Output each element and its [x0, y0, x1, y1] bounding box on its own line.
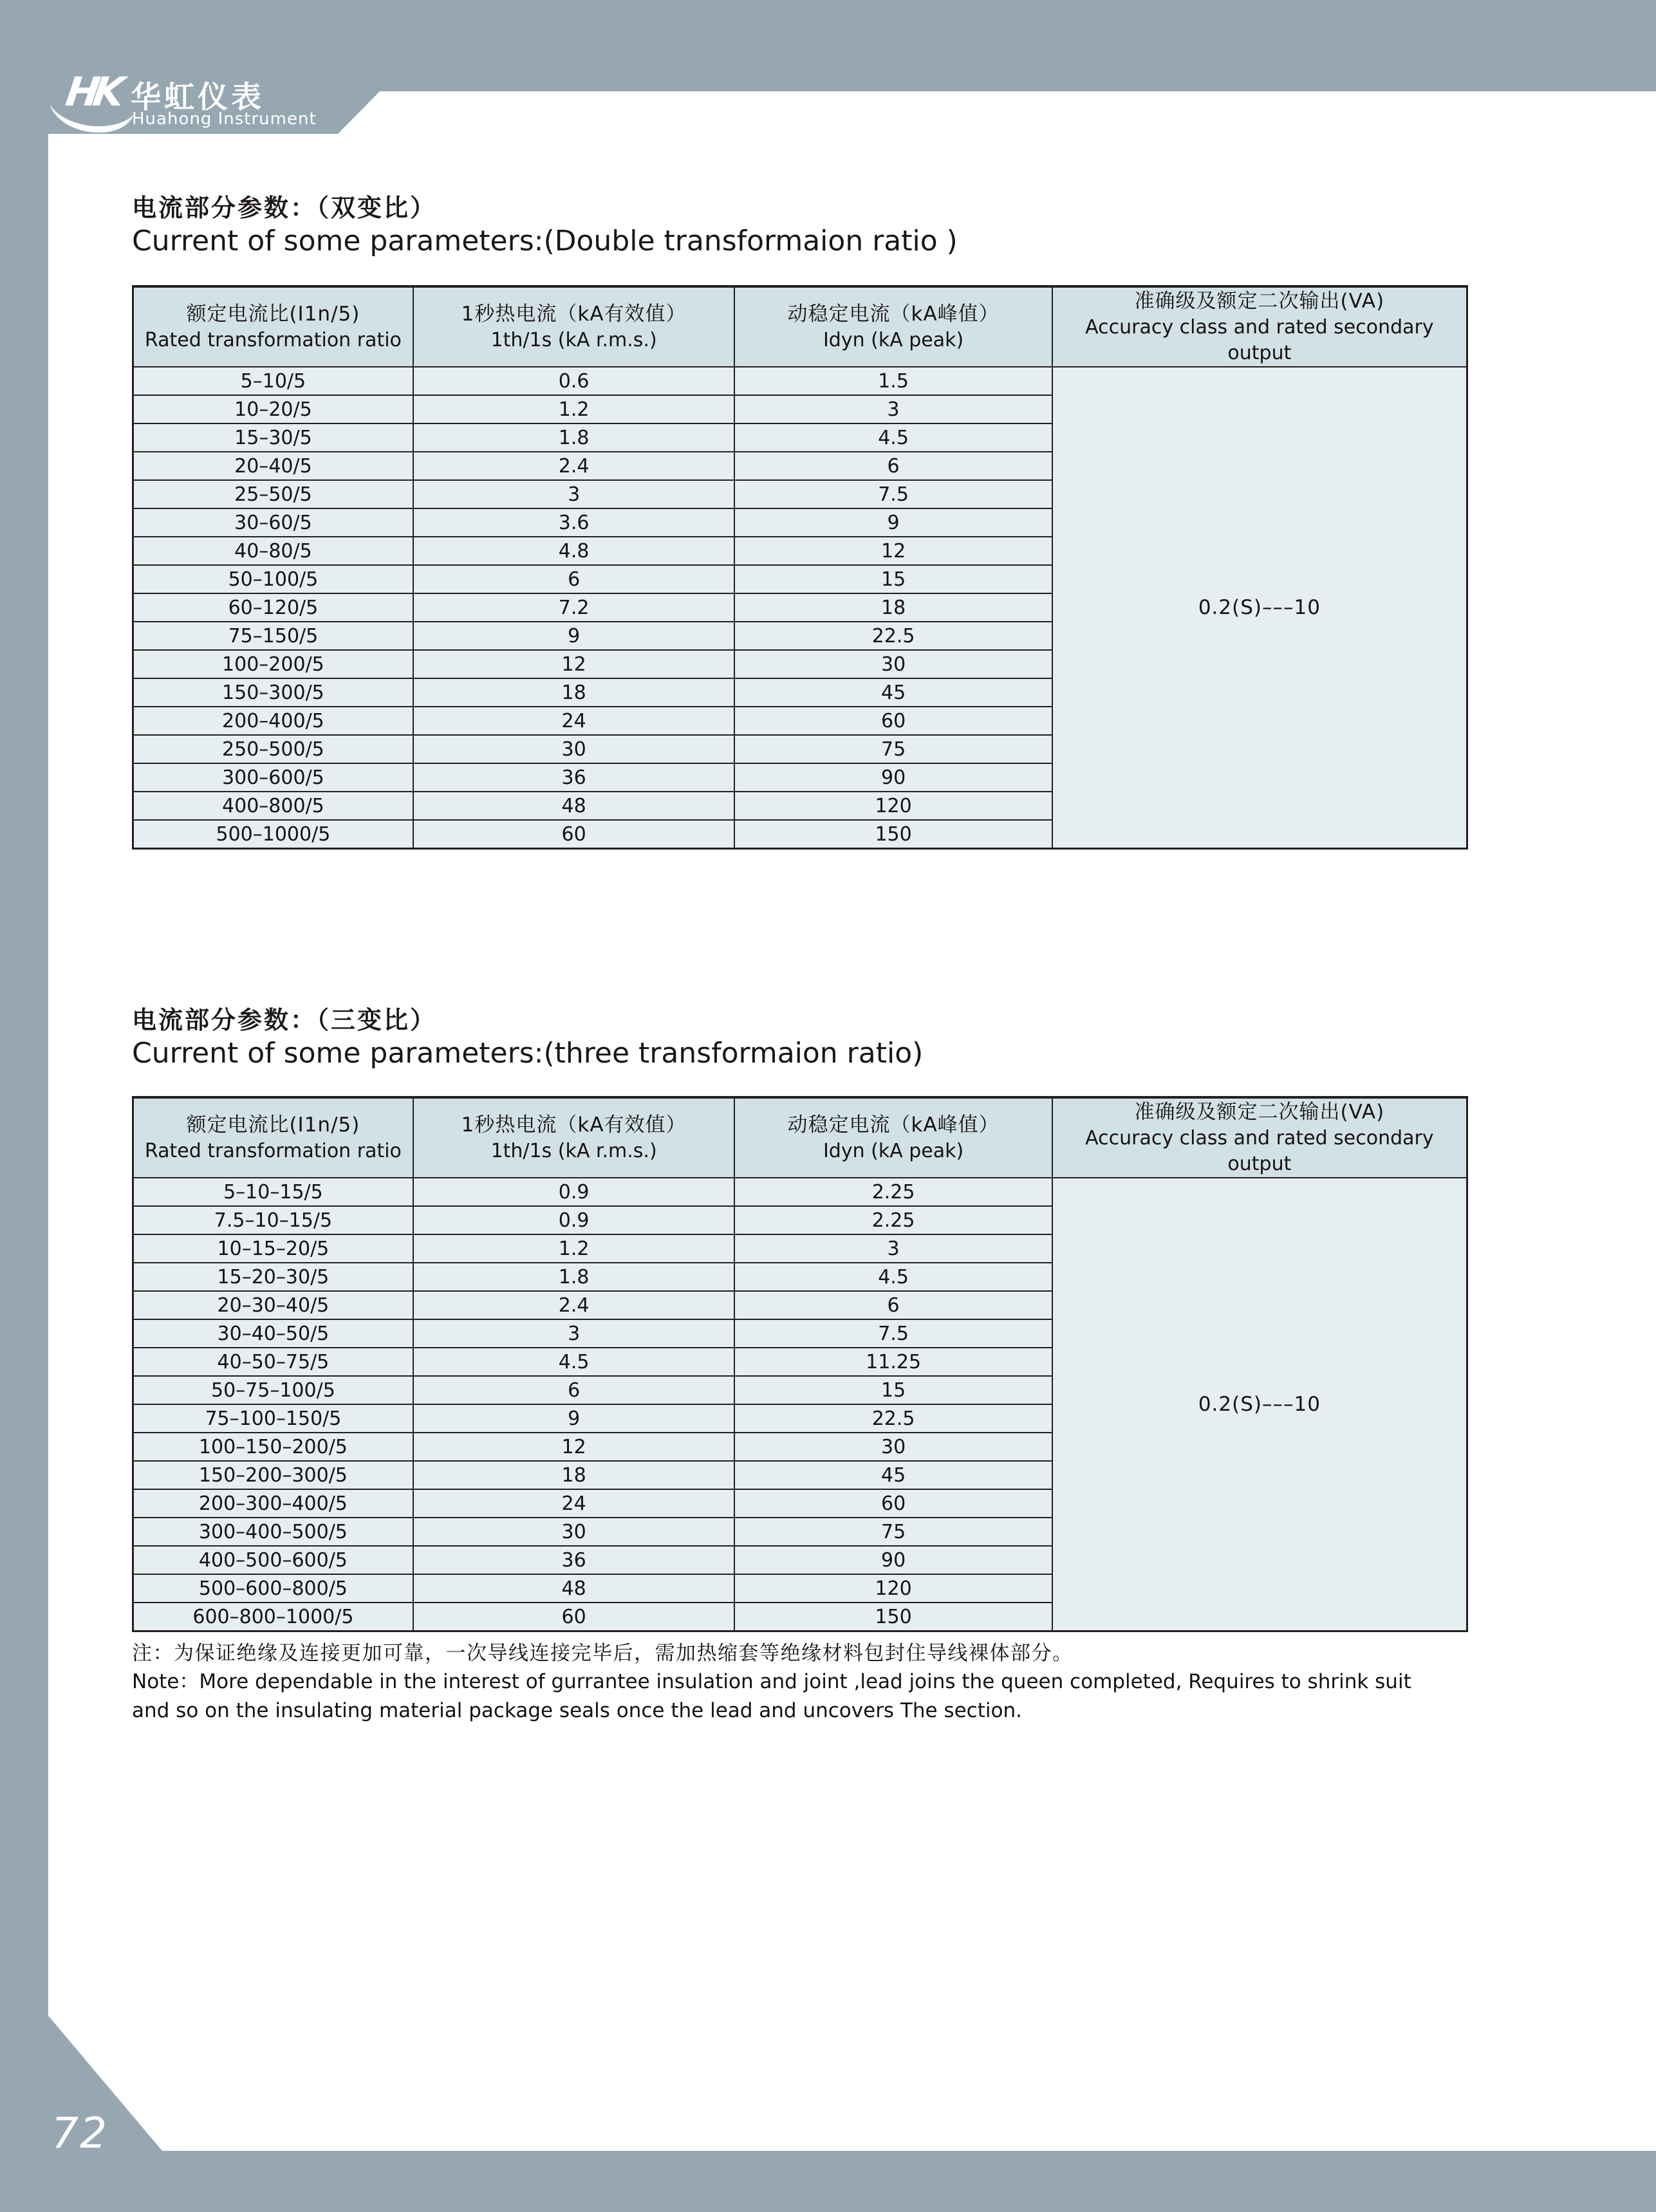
header-zh: 额定电流比(I1n/5): [186, 1113, 360, 1137]
table-cell: 3: [413, 480, 735, 508]
table-cell: 15: [734, 1376, 1052, 1404]
footnote-en-line2: and so on the insulating material package seals once the lead and uncovers The section.: [132, 1699, 1022, 1722]
table-cell: 7.5–10–15/5: [133, 1206, 413, 1234]
table-cell: 2.25: [734, 1206, 1052, 1234]
page-number: 72: [51, 2108, 108, 2158]
logo-mark: HK: [62, 68, 122, 115]
table-cell: 120: [734, 792, 1052, 820]
header-rated-ratio: [133, 1097, 413, 1178]
table-cell: 6: [734, 452, 1052, 480]
table-cell: 90: [734, 1546, 1052, 1574]
header-en: Rated transformation ratio: [144, 329, 402, 351]
table-cell: 7.5: [734, 480, 1052, 508]
table-cell: 75: [734, 1518, 1052, 1546]
table-cell: 30–60/5: [133, 508, 413, 537]
header-en: 1th/1s (kA r.m.s.): [490, 1140, 657, 1162]
table-cell: 75: [734, 735, 1052, 763]
table-cell: 15: [734, 565, 1052, 593]
section1-title-en: Current of some parameters:(Double transformaion ratio ): [132, 225, 958, 257]
table-cell: 60: [734, 707, 1052, 735]
table-cell: 22.5: [734, 622, 1052, 650]
table-cell: 90: [734, 763, 1052, 792]
table-cell: 18: [413, 1461, 735, 1489]
table-cell: 22.5: [734, 1404, 1052, 1433]
table-cell: 20–40/5: [133, 452, 413, 480]
table-cell: 30: [734, 1433, 1052, 1461]
table-cell: 120: [734, 1574, 1052, 1603]
table-cell: 75–100–150/5: [133, 1404, 413, 1433]
header-zh: 动稳定电流（kA峰值）: [787, 302, 1000, 326]
table-cell: 250–500/5: [133, 735, 413, 763]
accuracy-merged-cell: 0.2(S)–––10: [1052, 367, 1467, 849]
table-row: [133, 1178, 1467, 1206]
table-cell: 20–30–40/5: [133, 1291, 413, 1319]
footnote-en-line1: Note：More dependable in the interest of gurrantee insulation and joint ,lead joins the queen completed, Requires to shrink suit: [132, 1670, 1411, 1693]
table-cell: 300–600/5: [133, 763, 413, 792]
table-cell: 60: [413, 820, 735, 849]
table-cell: 60: [734, 1489, 1052, 1518]
table-cell: 45: [734, 1461, 1052, 1489]
table-cell: 150–300/5: [133, 678, 413, 707]
table-cell: 300–400–500/5: [133, 1518, 413, 1546]
table-cell: 12: [734, 537, 1052, 565]
header-accuracy-class: [1052, 286, 1467, 367]
table-cell: 6: [413, 565, 735, 593]
table-cell: 40–80/5: [133, 537, 413, 565]
table-cell: 5–10/5: [133, 367, 413, 395]
table-cell: 60–120/5: [133, 593, 413, 622]
logo-name-en: Huahong Instrument: [132, 109, 317, 129]
table-cell: 500–1000/5: [133, 820, 413, 849]
table-cell: 75–150/5: [133, 622, 413, 650]
table-cell: 100–200/5: [133, 650, 413, 678]
table-cell: 30: [413, 1518, 735, 1546]
header-en: Accuracy class and rated secondary output: [1085, 316, 1434, 364]
logo-name-zh: 华虹仪表: [131, 80, 265, 115]
table-cell: 1.8: [413, 1263, 735, 1291]
table-cell: 150: [734, 820, 1052, 849]
table-cell: 9: [413, 622, 735, 650]
section2-title: [132, 1005, 923, 1070]
table-cell: 36: [413, 763, 735, 792]
table-cell: 100–150–200/5: [133, 1433, 413, 1461]
table-cell: 1.8: [413, 423, 735, 452]
table-cell: 18: [734, 593, 1052, 622]
table-cell: 2.4: [413, 452, 735, 480]
table-cell: 15–30/5: [133, 423, 413, 452]
table-cell: 1.2: [413, 395, 735, 423]
header-dynamic-current: [734, 286, 1052, 367]
header-zh: 动稳定电流（kA峰值）: [787, 1113, 1000, 1137]
table-cell: 150–200–300/5: [133, 1461, 413, 1489]
header-en: 1th/1s (kA r.m.s.): [490, 329, 657, 351]
footnote: [132, 1639, 1411, 1725]
table-cell: 60: [413, 1603, 735, 1631]
table-cell: 2.25: [734, 1178, 1052, 1206]
section1-title: [132, 193, 958, 258]
table-cell: 150: [734, 1603, 1052, 1631]
header-zh: 准确级及额定二次输出(VA): [1134, 290, 1385, 313]
table-cell: 3: [413, 1319, 735, 1348]
table-cell: 45: [734, 678, 1052, 707]
header-rated-ratio: [133, 286, 413, 367]
section2-title-en: Current of some parameters:(three transformaion ratio): [132, 1037, 924, 1070]
header-en: Accuracy class and rated secondary output: [1085, 1127, 1434, 1175]
table-cell: 30: [413, 735, 735, 763]
table-cell: 24: [413, 707, 735, 735]
table-cell: 6: [413, 1376, 735, 1404]
table-row: [133, 367, 1467, 395]
header-zh: 1秒热电流（kA有效值）: [461, 302, 687, 326]
section2-title-zh: 电流部分参数：（三变比）: [132, 1006, 437, 1034]
table-cell: 15–20–30/5: [133, 1263, 413, 1291]
table-cell: 36: [413, 1546, 735, 1574]
table-cell: 24: [413, 1489, 735, 1518]
table-cell: 3: [734, 395, 1052, 423]
table-cell: 200–300–400/5: [133, 1489, 413, 1518]
header-en: Rated transformation ratio: [144, 1140, 402, 1162]
table-cell: 7.2: [413, 593, 735, 622]
table-cell: 1.5: [734, 367, 1052, 395]
footnote-zh: 注：为保证绝缘及连接更加可靠，一次导线连接完毕后，需加热缩套等绝缘材料包封住导线裸体部分。: [132, 1642, 1074, 1665]
table-cell: 4.5: [734, 1263, 1052, 1291]
table-cell: 9: [413, 1404, 735, 1433]
table-cell: 1.2: [413, 1234, 735, 1263]
table-cell: 5–10–15/5: [133, 1178, 413, 1206]
table-cell: 12: [413, 650, 735, 678]
header-dynamic-current: [734, 1097, 1052, 1178]
table-cell: 48: [413, 1574, 735, 1603]
header-zh: 1秒热电流（kA有效值）: [461, 1113, 687, 1137]
table-cell: 12: [413, 1433, 735, 1461]
table-cell: 6: [734, 1291, 1052, 1319]
double-ratio-table: [132, 285, 1468, 850]
header-zh: 额定电流比(I1n/5): [186, 302, 360, 326]
header-en: Idyn (kA peak): [823, 1140, 964, 1162]
table-cell: 40–50–75/5: [133, 1348, 413, 1376]
table-cell: 30: [734, 650, 1052, 678]
accuracy-merged-cell: 0.2(S)–––10: [1052, 1178, 1467, 1631]
table-cell: 4.8: [413, 537, 735, 565]
table-cell: 400–800/5: [133, 792, 413, 820]
table-cell: 200–400/5: [133, 707, 413, 735]
table-cell: 50–100/5: [133, 565, 413, 593]
table-cell: 600–800–1000/5: [133, 1603, 413, 1631]
table-cell: 25–50/5: [133, 480, 413, 508]
table-cell: 0.9: [413, 1206, 735, 1234]
table-header-row: [133, 1097, 1467, 1178]
table-cell: 4.5: [734, 423, 1052, 452]
header-zh: 准确级及额定二次输出(VA): [1134, 1101, 1385, 1124]
table-header-row: [133, 286, 1467, 367]
table-cell: 10–20/5: [133, 395, 413, 423]
table-cell: 11.25: [734, 1348, 1052, 1376]
header-thermal-current: [413, 286, 735, 367]
table-cell: 18: [413, 678, 735, 707]
table-cell: 500–600–800/5: [133, 1574, 413, 1603]
table-cell: 7.5: [734, 1319, 1052, 1348]
table-cell: 48: [413, 792, 735, 820]
table-cell: 9: [734, 508, 1052, 537]
header-thermal-current: [413, 1097, 735, 1178]
table-cell: 3: [734, 1234, 1052, 1263]
table-cell: 0.6: [413, 367, 735, 395]
table-cell: 3.6: [413, 508, 735, 537]
table-cell: 30–40–50/5: [133, 1319, 413, 1348]
table-cell: 2.4: [413, 1291, 735, 1319]
header-accuracy-class: [1052, 1097, 1467, 1178]
table-cell: 50–75–100/5: [133, 1376, 413, 1404]
table-cell: 10–15–20/5: [133, 1234, 413, 1263]
table-cell: 0.9: [413, 1178, 735, 1206]
table-cell: 400–500–600/5: [133, 1546, 413, 1574]
section1-title-zh: 电流部分参数：（双变比）: [132, 194, 437, 222]
header-en: Idyn (kA peak): [823, 329, 964, 351]
three-ratio-table: [132, 1096, 1468, 1632]
table-cell: 4.5: [413, 1348, 735, 1376]
